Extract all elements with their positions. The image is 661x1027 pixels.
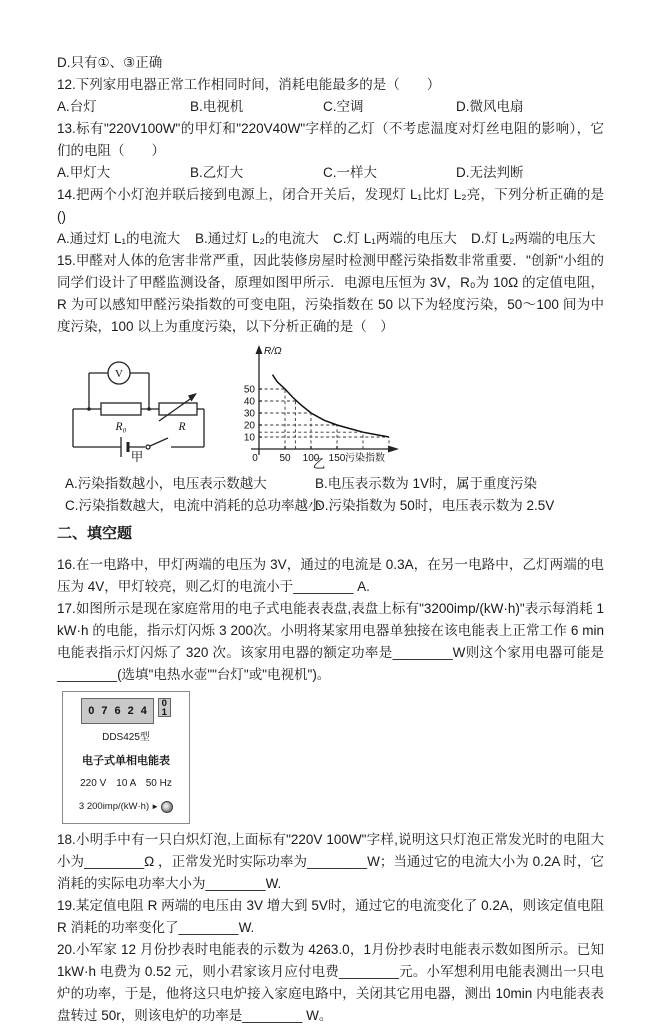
q12-option-d: D.微风电扇 [456, 99, 524, 114]
svg-text:30: 30 [243, 408, 255, 420]
energy-meter-figure [62, 691, 190, 824]
section-2-title: 二、填空题 [57, 525, 133, 542]
wheel-digit: 1 [161, 707, 167, 717]
q14-option-c: C.灯 L₁两端的电压大 [333, 231, 457, 246]
q13-option-d: D.无法判断 [456, 165, 524, 180]
question-12-stem: 12.下列家用电器正常工作相同时间，消耗电能最多的是（ ） [57, 77, 441, 92]
circuit-caption: 甲 [130, 450, 144, 463]
question-14-stem: 14.把两个小灯泡并联后接到电源上，闭合开关后，发现灯 L₁比灯 L₂亮，下列分析正确的是 () [57, 187, 604, 224]
meter-digit: 0 [88, 705, 95, 717]
q14-option-d: D.灯 L₂两端的电压大 [471, 231, 596, 246]
previous-question-option-d: D.只有①、③正确 [57, 55, 163, 70]
meter-name: 电子式单相电能表 [82, 755, 170, 767]
question-20-text: 20.小军家 12 月份抄表时电能表的示数为 4263.0，1月份抄表时电能表示数如图所示。已知 1kW·h 电费为 0.52 元，则小君家该月应付电费________元。小军想利用电能表测出一只电炉的功率，于是，他将这只电炉接入家庭电路中，关闭其它用电器，测出 10min 内电能表表盘转过 50r，则该电炉的功率是________ W。 [57, 942, 604, 1023]
meter-pulse-row [67, 796, 185, 818]
svg-text:50: 50 [279, 453, 291, 464]
question-12-options [57, 96, 604, 118]
chart-plot-area [244, 346, 389, 464]
svg-text:10: 10 [243, 432, 255, 444]
rheostat-arrow [159, 397, 193, 421]
resistor-r0 [101, 403, 141, 415]
question-15-figure [61, 341, 604, 469]
question-13-stem: 13.标有"220V100W"的甲灯和"220V40W"字样的乙灯（不考虑温度对灯丝电阻的影响），它们的电阻（ ） [57, 121, 604, 158]
q12-option-a: A.台灯 [57, 99, 97, 114]
question-15-stem: 15.甲醛对人体的危害非常严重，因此装修房屋时检测甲醛污染指数非常重要．"创新"小组的同学们设计了甲醛监测设备，原理如图甲所示．电源电压恒为 3V，R₀为 10Ω 的定值电阻，R 为可以感知甲醛污染指数的可变电阻，污染指数在 50 以下为轻度污染，50～100 间为中度污染，100 以上为重度污染，以下分析正确的是（ ） [57, 253, 604, 334]
meter-digits [81, 698, 154, 724]
circuit-wires [73, 362, 204, 457]
meter-digit: 6 [114, 705, 121, 717]
pointer-icon: ► [151, 802, 160, 811]
q15-option-c: C.污染指数越大，电流中消耗的总功率越小 [65, 498, 322, 513]
svg-text:20: 20 [243, 420, 255, 432]
svg-text:40: 40 [243, 396, 255, 408]
q12-option-b: B.电视机 [190, 99, 244, 114]
q13-option-b: B.乙灯大 [190, 165, 244, 180]
question-15-options-row-1 [57, 473, 604, 495]
question-18-text: 18.小明手中有一只白炽灯泡,上面标有"220V 100W"字样,说明这只灯泡正常发光时的电阻大小为________Ω ，正常发光时实际功率为________W；当通过它的电流大小为 0.2A 时，它消耗的实际电功率大小为________W. [57, 832, 604, 891]
q15-option-a: A.污染指数越小，电压表示数越大 [65, 476, 267, 491]
meter-decimal-wheel [158, 698, 171, 717]
graph-caption: 乙 [312, 457, 326, 469]
q13-option-c: C.一样大 [323, 165, 377, 180]
svg-text:50: 50 [243, 384, 255, 396]
led-indicator-icon [161, 801, 173, 813]
meter-digit: 2 [127, 705, 134, 717]
wheel-digit: 0 [161, 698, 167, 709]
q13-option-a: A.甲灯大 [57, 165, 111, 180]
junction-dot [87, 407, 91, 411]
question-14-options [57, 228, 604, 250]
question-15-options-row-2 [57, 495, 604, 517]
svg-text:污染指数: 污染指数 [345, 453, 385, 464]
q14-option-b: B.通过灯 L₂的电流大 [195, 231, 319, 246]
r0-label: R₀ [115, 421, 127, 433]
q14-option-a: A.通过灯 L₁的电流大 [57, 231, 181, 246]
meter-model: DDS425型 [102, 732, 150, 743]
resistance-vs-pollution-chart [229, 341, 411, 469]
y-axis-arrowhead [256, 345, 263, 354]
svg-text:0: 0 [252, 453, 258, 464]
meter-digit: 4 [140, 705, 147, 717]
question-17-text: 17.如图所示是现在家庭常用的电子式电能表表盘,表盘上标有"3200imp/(kW·h)"表示每消耗 1 kW·h 的电能，指示灯闪烁 3 200次。小明将某家用电器单独接在该电能表上正常工作 6 min电能表指示灯闪烁了 320 次。该家用电器的额定功率是________W则这个家用电器可能是________(选填"电热水壶""台灯"或"电视机")。 [57, 601, 604, 682]
question-19-text: 19.某定值电阻 R 两端的电压由 3V 增大到 5V时，通过它的电流变化了 0.2A，则该定值电阻 R 消耗的功率变化了________W. [57, 898, 604, 935]
x-axis-arrowhead [388, 446, 399, 453]
switch-pivot [146, 445, 150, 449]
svg-text:150: 150 [328, 453, 346, 464]
meter-dials [67, 698, 185, 724]
circuit-diagram [61, 347, 213, 463]
question-16-text: 16.在一电路中，甲灯两端的电压为 3V，通过的电流是 0.3A，在另一电路中，乙灯两端的电压为 4V，甲灯较亮，则乙灯的电流小于________ A. [57, 557, 604, 594]
switch-lever [150, 438, 168, 446]
meter-pulse-constant: 3 200imp/(kW·h) [78, 801, 150, 812]
junction-dot [147, 407, 151, 411]
q15-option-b: B.电压表示数为 1V时，属于重度污染 [315, 476, 538, 491]
question-13-options [57, 162, 604, 184]
meter-digit: 7 [101, 705, 108, 717]
q12-option-c: C.空调 [323, 99, 364, 114]
q15-option-d: D.污染指数为 50时，电压表示数为 2.5V [315, 498, 555, 513]
r-label: R [178, 421, 186, 433]
meter-specs: 220 V 10 A 50 Hz [80, 778, 172, 789]
variable-resistor-r [159, 403, 197, 415]
svg-text:100: 100 [302, 453, 320, 464]
voltmeter-label: V [115, 368, 123, 380]
svg-text:R/Ω: R/Ω [264, 346, 282, 357]
